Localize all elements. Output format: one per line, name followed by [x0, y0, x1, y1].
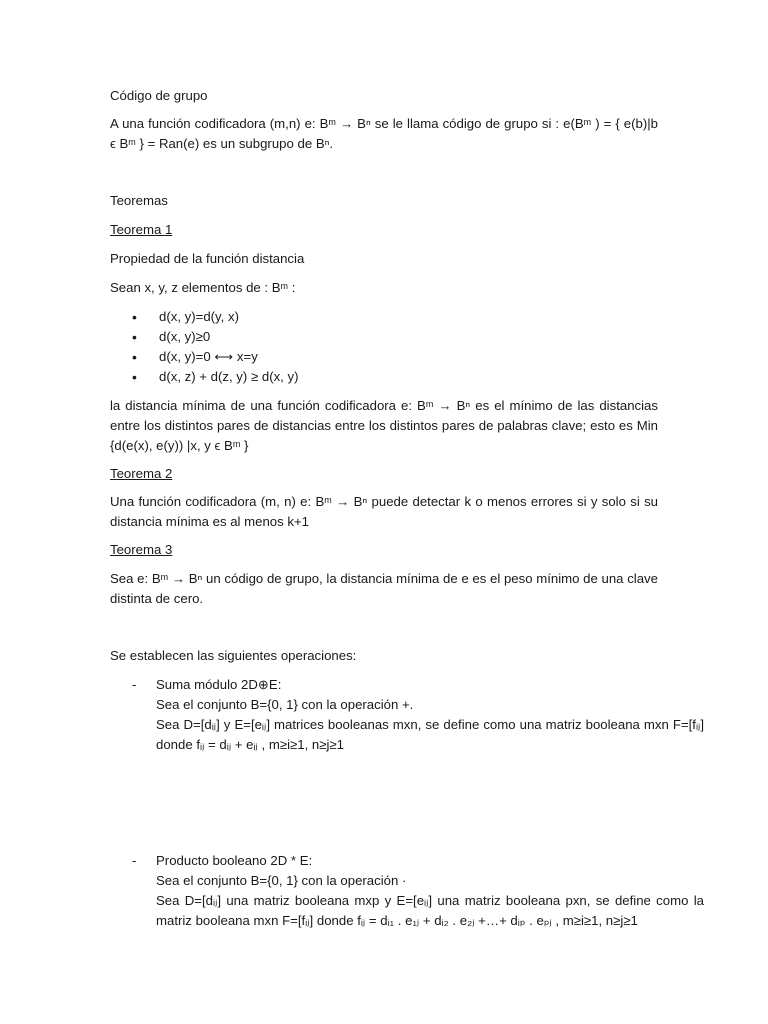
min-distance-paragraph: la distancia mínima de una función codificadora e: Bᵐ → Bⁿ es el mínimo de las distancias entre los distintos pares de distancias entre los distintos pares de palabras clave; esto es Min {d(e(x), e(y)) |x, y ϵ Bᵐ } [110, 398, 658, 453]
list-item: • d(x, y)=d(y, x) [132, 309, 239, 325]
producto-item [110, 851, 704, 931]
bullet-icon: • [132, 309, 137, 325]
intro-paragraph [110, 114, 658, 154]
list-item: • d(x, y)≥0 [132, 329, 211, 345]
producto-line-2: Sea D=[dᵢⱼ] una matriz booleana mxp y E=[eᵢⱼ] una matriz booleana pxn, se define como la matriz booleana mxn F=[fᵢⱼ] donde fᵢⱼ = dᵢ₁ . e₁ⱼ + dᵢ₂ . e₂ⱼ +…+ dᵢₚ . eₚⱼ , m≥i≥1, n≥j≥1 [156, 893, 704, 928]
suma-line-1: Sea el conjunto B={0, 1} con la operación +. [156, 697, 414, 712]
list-item: • d(x, z) + d(z, y) ≥ d(x, y) [132, 369, 299, 385]
operations-heading: Se establecen las siguientes operaciones: [110, 648, 357, 663]
bullet-icon: • [132, 369, 137, 385]
theorem-3-paragraph: Sea e: Bᵐ → Bⁿ un código de grupo, la distancia mínima de e es el peso mínimo de una clave distinta de cero. [110, 571, 658, 606]
theorem-1-subtitle: Propiedad de la función distancia [110, 251, 305, 266]
page-title: Código de grupo [110, 88, 208, 103]
dash-icon: - [132, 677, 137, 692]
list-item: • d(x, y)=0 ⟷ x=y [132, 349, 258, 365]
bullet-icon: • [132, 349, 137, 365]
suma-line-2: Sea D=[dᵢⱼ] y E=[eᵢⱼ] matrices booleanas mxn, se define como una matriz booleana mxn F=[fᵢⱼ] donde fᵢⱼ = dᵢⱼ + eᵢⱼ , m≥i≥1, n≥j≥1 [156, 717, 704, 752]
dash-icon: - [132, 853, 137, 868]
distance-properties-list [110, 307, 658, 387]
producto-line-1: Sea el conjunto B={0, 1} con la operación · [156, 873, 407, 888]
theorem-3-heading: Teorema 3 [110, 542, 173, 557]
bullet-icon: • [132, 329, 137, 345]
theorems-heading: Teoremas [110, 193, 168, 208]
theorem-1-lead: Sean x, y, z elementos de : Bᵐ : [110, 280, 296, 295]
suma-item [110, 675, 704, 755]
theorem-2-paragraph: Una función codificadora (m, n) e: Bᵐ → Bⁿ puede detectar k o menos errores si y solo si su distancia mínima es al menos k+1 [110, 494, 658, 529]
suma-title: Suma módulo 2D⊕E: [156, 677, 282, 692]
producto-title: Producto booleano 2D * E: [156, 853, 313, 868]
theorem-1-heading: Teorema 1 [110, 222, 173, 237]
theorem-2-heading: Teorema 2 [110, 466, 173, 481]
intro-text: A una función codificadora (m,n) e: Bᵐ → Bⁿ se le llama código de grupo si : e(Bᵐ ) = { e(b)|b ϵ Bᵐ } = Ran(e) es un subgrupo de Bⁿ. [110, 116, 658, 151]
